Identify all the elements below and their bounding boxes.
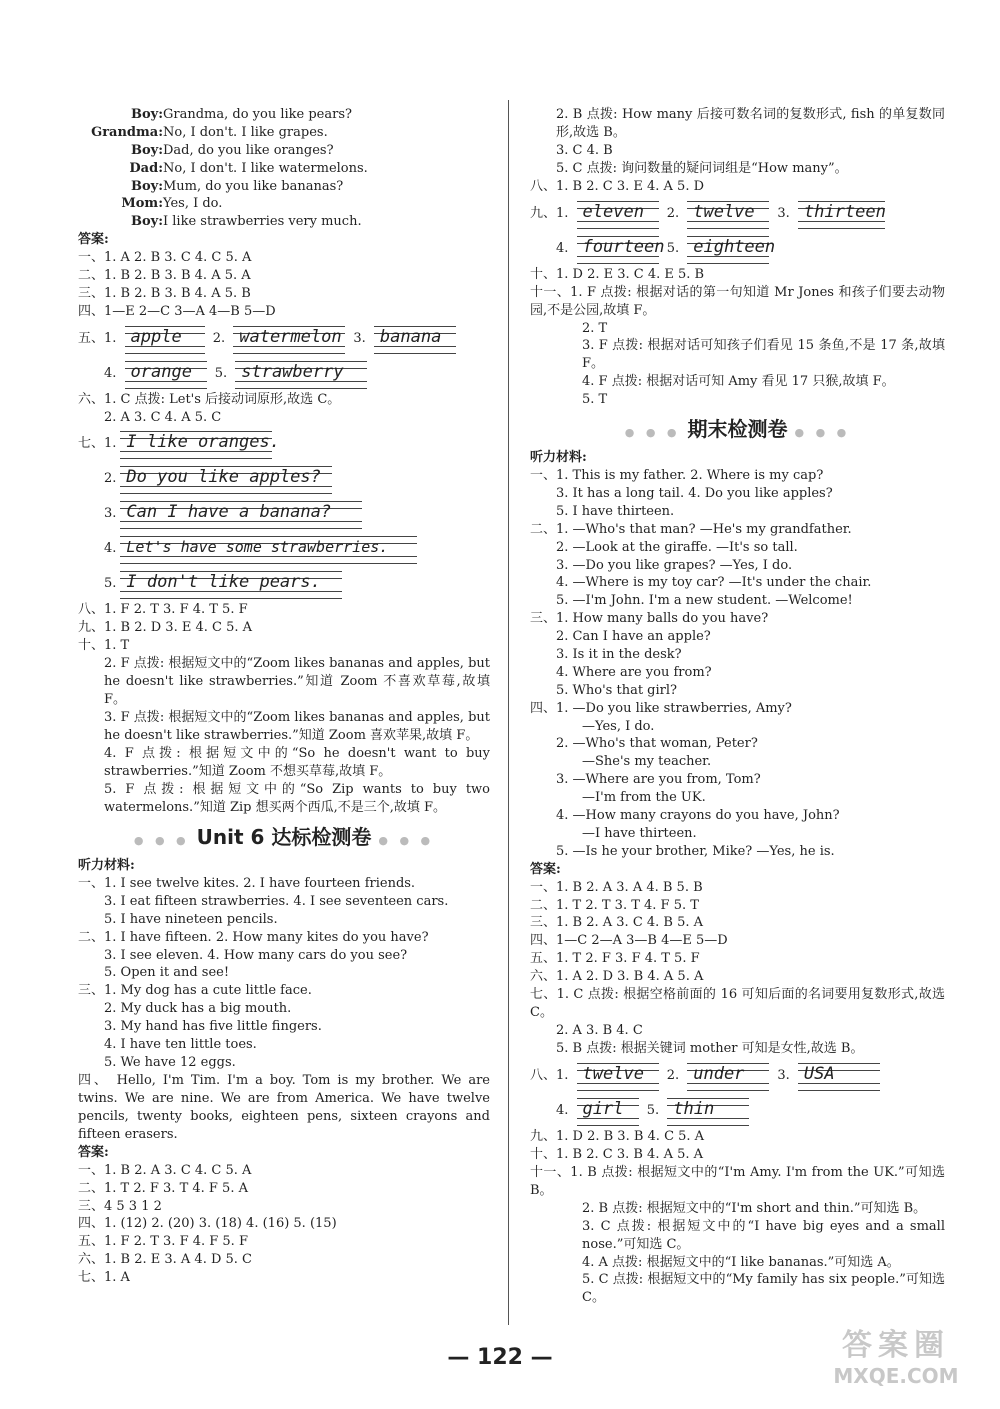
handwriting-word: eleven <box>577 197 659 230</box>
handwriting-word: eighteen <box>687 232 769 265</box>
watermark-logo: 答案圈 MXQE.COM <box>833 1328 959 1388</box>
handwriting-word: thin <box>667 1094 749 1127</box>
handwriting-word: twelve <box>577 1059 659 1092</box>
answer-line: 十、1. B 2. C 3. B 4. A 5. A <box>530 1146 704 1162</box>
answer-line: 九、1. D 2. B 3. B 4. C 5. A <box>530 1128 705 1144</box>
answer-line: 四、1—C 2—A 3—B 4—E 5—D <box>530 933 728 949</box>
answer-line: 五、1. F 2. T 3. F 4. F 5. F <box>78 1234 248 1250</box>
listening-line: 二、1. I have fifteen. 2. How many kites do you have? <box>78 929 429 945</box>
handwriting-row: 八、1. twelve 2. under 3. USA <box>530 1058 945 1093</box>
answer-explanation: 2. B 点拨: 根据短文中的“I'm short and thin.”可知选 B。 <box>582 1200 927 1216</box>
answer-line: 二、1. B 2. B 3. B 4. A 5. A <box>78 268 251 284</box>
answers-label: 答案: <box>78 232 109 248</box>
answer-line: 十、1. D 2. E 3. C 4. E 5. B <box>530 266 705 282</box>
dialogue-line: Boy:I like strawberries very much. <box>130 214 362 230</box>
listening-line: 4. Where are you from? <box>556 664 712 680</box>
handwriting-sentence: Do you like apples? <box>120 462 332 495</box>
answer-explanation: 七、1. C 点拨: 根据空格前面的 16 可知后面的名词要用复数形式,故选 C。 <box>530 986 945 1020</box>
listening-line: 5. —I'm John. I'm a new student. —Welcome! <box>556 593 853 609</box>
listening-line: 5. I have thirteen. <box>556 503 675 519</box>
answer-line: 五、1. T 2. F 3. F 4. T 5. F <box>530 951 700 967</box>
dialogue-line: Boy:Dad, do you like oranges? <box>130 142 334 158</box>
listening-line: 2. —Look at the giraffe. —It's so tall. <box>556 539 798 555</box>
listening-line: 3. I eat fifteen strawberries. 4. I see seventeen cars. <box>104 893 449 909</box>
right-column <box>530 106 945 1307</box>
dialogue-line: Boy:Grandma, do you like pears? <box>130 107 352 122</box>
answer-line: 八、1. F 2. T 3. F 4. T 5. F <box>78 602 248 618</box>
handwriting-word: twelve <box>687 197 769 230</box>
listening-line: 5. Open it and see! <box>104 965 230 981</box>
answer-line: 二、1. T 2. F 3. T 4. F 5. A <box>78 1180 248 1196</box>
answer-explanation: 4. A 点拨: 根据短文中的“I like bananas.”可知选 A。 <box>582 1254 900 1270</box>
handwriting-word: banana <box>374 322 456 355</box>
listening-line: 3. —Do you like grapes? —Yes, I do. <box>556 557 793 573</box>
listening-line: 5. We have 12 eggs. <box>104 1054 236 1070</box>
answer-line: 六、1. C 点拨: Let's 后接动词原形,故选 C。 <box>78 391 341 407</box>
answer-explanation: 2. F 点拨: 根据短文中的“Zoom likes bananas and apples, but he doesn't like strawberries.”知道 Zoom 不喜欢草莓,故填 F。 <box>104 656 490 708</box>
handwriting-sentence: I don't like pears. <box>120 567 342 600</box>
left-column <box>78 106 490 1287</box>
dialogue-line: Grandma:No, I don't. I like grapes. <box>91 124 328 140</box>
answer-explanation: 3. F 点拨: 根据对话可知孩子们看见 15 条鱼,不是 17 条,故填 F。 <box>582 338 945 372</box>
handwriting-row: 4. orange 5. strawberry <box>78 356 490 391</box>
listening-label: 听力材料: <box>530 450 587 466</box>
listening-line: 2. —Who's that woman, Peter? <box>556 736 758 752</box>
handwriting-row: 5. I don't like pears. <box>78 566 490 601</box>
listening-line: 4. —Where is my toy car? —It's under the chair. <box>556 575 872 591</box>
handwriting-word: USA <box>798 1059 880 1092</box>
handwriting-row: 2. Do you like apples? <box>78 461 490 496</box>
handwriting-sentence: Let's have some strawberries. <box>120 532 417 565</box>
answer-explanation: 5. C 点拨: 询问数量的疑问词组是“How many”。 <box>556 160 848 176</box>
answer-line: 3. C 4. B <box>556 143 613 158</box>
listening-line: —I'm from the UK. <box>582 790 706 806</box>
answer-explanation: 十一、1. F 点拨: 根据对话的第一句知道 Mr Jones 和孩子们要去动物园,不是公园,故填 F。 <box>530 284 945 318</box>
answer-explanation: 3. F 点拨: 根据短文中的“Zoom likes bananas and apples, but he doesn't like strawberries.”知道 Zoom 喜欢苹果,故填 F。 <box>104 710 490 744</box>
handwriting-row: 七、1. I like oranges. <box>78 426 490 461</box>
answer-line: 2. A 3. C 4. A 5. C <box>104 409 222 425</box>
answer-line: 四、1. (12) 2. (20) 3. (18) 4. (16) 5. (15) <box>78 1216 337 1232</box>
listening-line: 3. It has a long tail. 4. Do you like apples? <box>556 486 833 502</box>
handwriting-row: 4. Let's have some strawberries. <box>78 531 490 566</box>
listening-line: 5. I have nineteen pencils. <box>104 911 278 927</box>
handwriting-word: strawberry <box>235 357 367 390</box>
dialogue-line: Mom:Yes, I do. <box>121 196 223 212</box>
answer-line: 三、1. B 2. A 3. C 4. B 5. A <box>530 915 704 931</box>
answer-line: 八、1. B 2. C 3. E 4. A 5. D <box>530 178 705 194</box>
handwriting-row: 3. Can I have a banana? <box>78 496 490 531</box>
listening-line: —Yes, I do. <box>582 718 655 734</box>
answer-explanation: 3. C 点拨: 根据短文中的“I have big eyes and a small nose.”可知选 C。 <box>582 1218 945 1252</box>
answer-line: 2. T <box>582 320 608 336</box>
answer-line: 十、1. T <box>78 638 130 654</box>
listening-line: 三、1. How many balls do you have? <box>530 611 769 627</box>
listening-line: 2. My duck has a big mouth. <box>104 1001 292 1017</box>
handwriting-word: girl <box>577 1094 639 1127</box>
listening-line: 3. —Where are you from, Tom? <box>556 772 761 788</box>
answer-line: 一、1. B 2. A 3. A 4. B 5. B <box>530 879 703 895</box>
listening-line: 5. Who's that girl? <box>556 682 677 698</box>
handwriting-word: orange <box>125 357 207 390</box>
answer-line: 一、1. A 2. B 3. C 4. C 5. A <box>78 250 252 266</box>
listening-line: 三、1. My dog has a cute little face. <box>78 983 312 999</box>
answer-line: 一、1. B 2. A 3. C 4. C 5. A <box>78 1162 252 1178</box>
answer-line: 九、1. B 2. D 3. E 4. C 5. A <box>78 620 253 636</box>
listening-line: 5. —Is he your brother, Mike? —Yes, he is. <box>556 843 835 859</box>
answer-line: 六、1. A 2. D 3. B 4. A 5. A <box>530 969 704 985</box>
handwriting-row: 4. fourteen 5. eighteen <box>530 231 945 266</box>
answers-label: 答案: <box>78 1144 109 1160</box>
handwriting-word: apple <box>125 322 205 355</box>
answer-line: 四、1—E 2—C 3—A 4—B 5—D <box>78 303 276 319</box>
answer-explanation: 5. B 点拨: 根据关键词 mother 可知是女性,故选 B。 <box>556 1040 864 1056</box>
answer-line: 5. T <box>582 392 608 408</box>
listening-line: —She's my teacher. <box>582 754 712 770</box>
dialogue-line: Dad:No, I don't. I like watermelons. <box>129 160 368 176</box>
listening-line: 二、1. —Who's that man? —He's my grandfather. <box>530 521 852 537</box>
answer-line: 2. A 3. B 4. C <box>556 1022 643 1038</box>
handwriting-row: 九、1. eleven 2. twelve 3. thirteen <box>530 196 945 231</box>
answer-line: 二、1. T 2. T 3. T 4. F 5. T <box>530 897 699 913</box>
section-title: ● ● ● Unit 6 达标检测卷 ● ● ● <box>133 825 435 850</box>
handwriting-word: fourteen <box>577 232 659 265</box>
dialogue-line: Boy:Mum, do you like bananas? <box>130 178 344 194</box>
answer-line: 六、1. B 2. E 3. A 4. D 5. C <box>78 1252 253 1268</box>
listening-line: 3. I see eleven. 4. How many cars do you see? <box>104 947 408 963</box>
handwriting-word: watermelon <box>233 322 345 355</box>
handwriting-row: 五、1. apple 2. watermelon 3. banana <box>78 321 490 356</box>
answer-line: 三、4 5 3 1 2 <box>78 1198 162 1214</box>
answer-explanation: 2. B 点拨: How many 后接可数名词的复数形式, fish 的单复数同形,故选 B。 <box>556 107 945 140</box>
listening-line: 四、1. —Do you like strawberries, Amy? <box>530 700 792 716</box>
answer-explanation: 十一、1. B 点拨: 根据短文中的“I'm Amy. I'm from the UK.”可知选 B。 <box>530 1164 945 1198</box>
answer-explanation: 4. F 点拨: 根据短文中的“So he doesn't want to buy strawberries.”知道 Zoom 不想买草莓,故填 F。 <box>104 746 490 780</box>
listening-line: —I have thirteen. <box>582 825 697 841</box>
listening-passage: 四、 Hello, I'm Tim. I'm a boy. Tom is my brother. We are twins. We are nine. We are from America. We have twelve pencils, twenty books, eighteen pens, sixteen crayons and fifteen erasers. <box>78 1072 490 1142</box>
answer-explanation: 5. F 点拨: 根据短文中的“So Zip wants to buy two watermelons.”知道 Zip 想买两个西瓜,不是三个,故填 F。 <box>104 782 490 816</box>
listening-label: 听力材料: <box>78 858 135 874</box>
listening-line: 4. —How many crayons do you have, John? <box>556 808 840 824</box>
handwriting-word: under <box>687 1059 769 1092</box>
listening-line: 4. I have ten little toes. <box>104 1037 257 1053</box>
answer-line: 七、1. A <box>78 1270 130 1286</box>
listening-line: 2. Can I have an apple? <box>556 629 711 645</box>
answer-explanation: 5. C 点拨: 根据短文中的“My family has six people.”可知选 C。 <box>582 1272 945 1306</box>
column-divider <box>508 100 509 1325</box>
handwriting-sentence: I like oranges. <box>120 427 272 460</box>
section-title: ● ● ● 期末检测卷 ● ● ● <box>624 417 851 442</box>
listening-line: 3. Is it in the desk? <box>556 647 682 663</box>
listening-line: 一、1. I see twelve kites. 2. I have fourteen friends. <box>78 876 416 892</box>
page-number: — 122 — <box>447 1345 553 1370</box>
listening-line: 一、1. This is my father. 2. Where is my cap? <box>530 468 824 484</box>
listening-line: 3. My hand has five little fingers. <box>104 1019 322 1035</box>
handwriting-row: 4. girl 5. thin <box>530 1093 945 1128</box>
handwriting-word: thirteen <box>798 197 885 230</box>
answer-line: 三、1. B 2. B 3. B 4. A 5. B <box>78 285 251 301</box>
answers-label: 答案: <box>530 861 561 877</box>
answer-explanation: 4. F 点拨: 根据对话可知 Amy 看见 17 只猴,故填 F。 <box>582 374 895 390</box>
handwriting-sentence: Can I have a banana? <box>120 497 362 530</box>
